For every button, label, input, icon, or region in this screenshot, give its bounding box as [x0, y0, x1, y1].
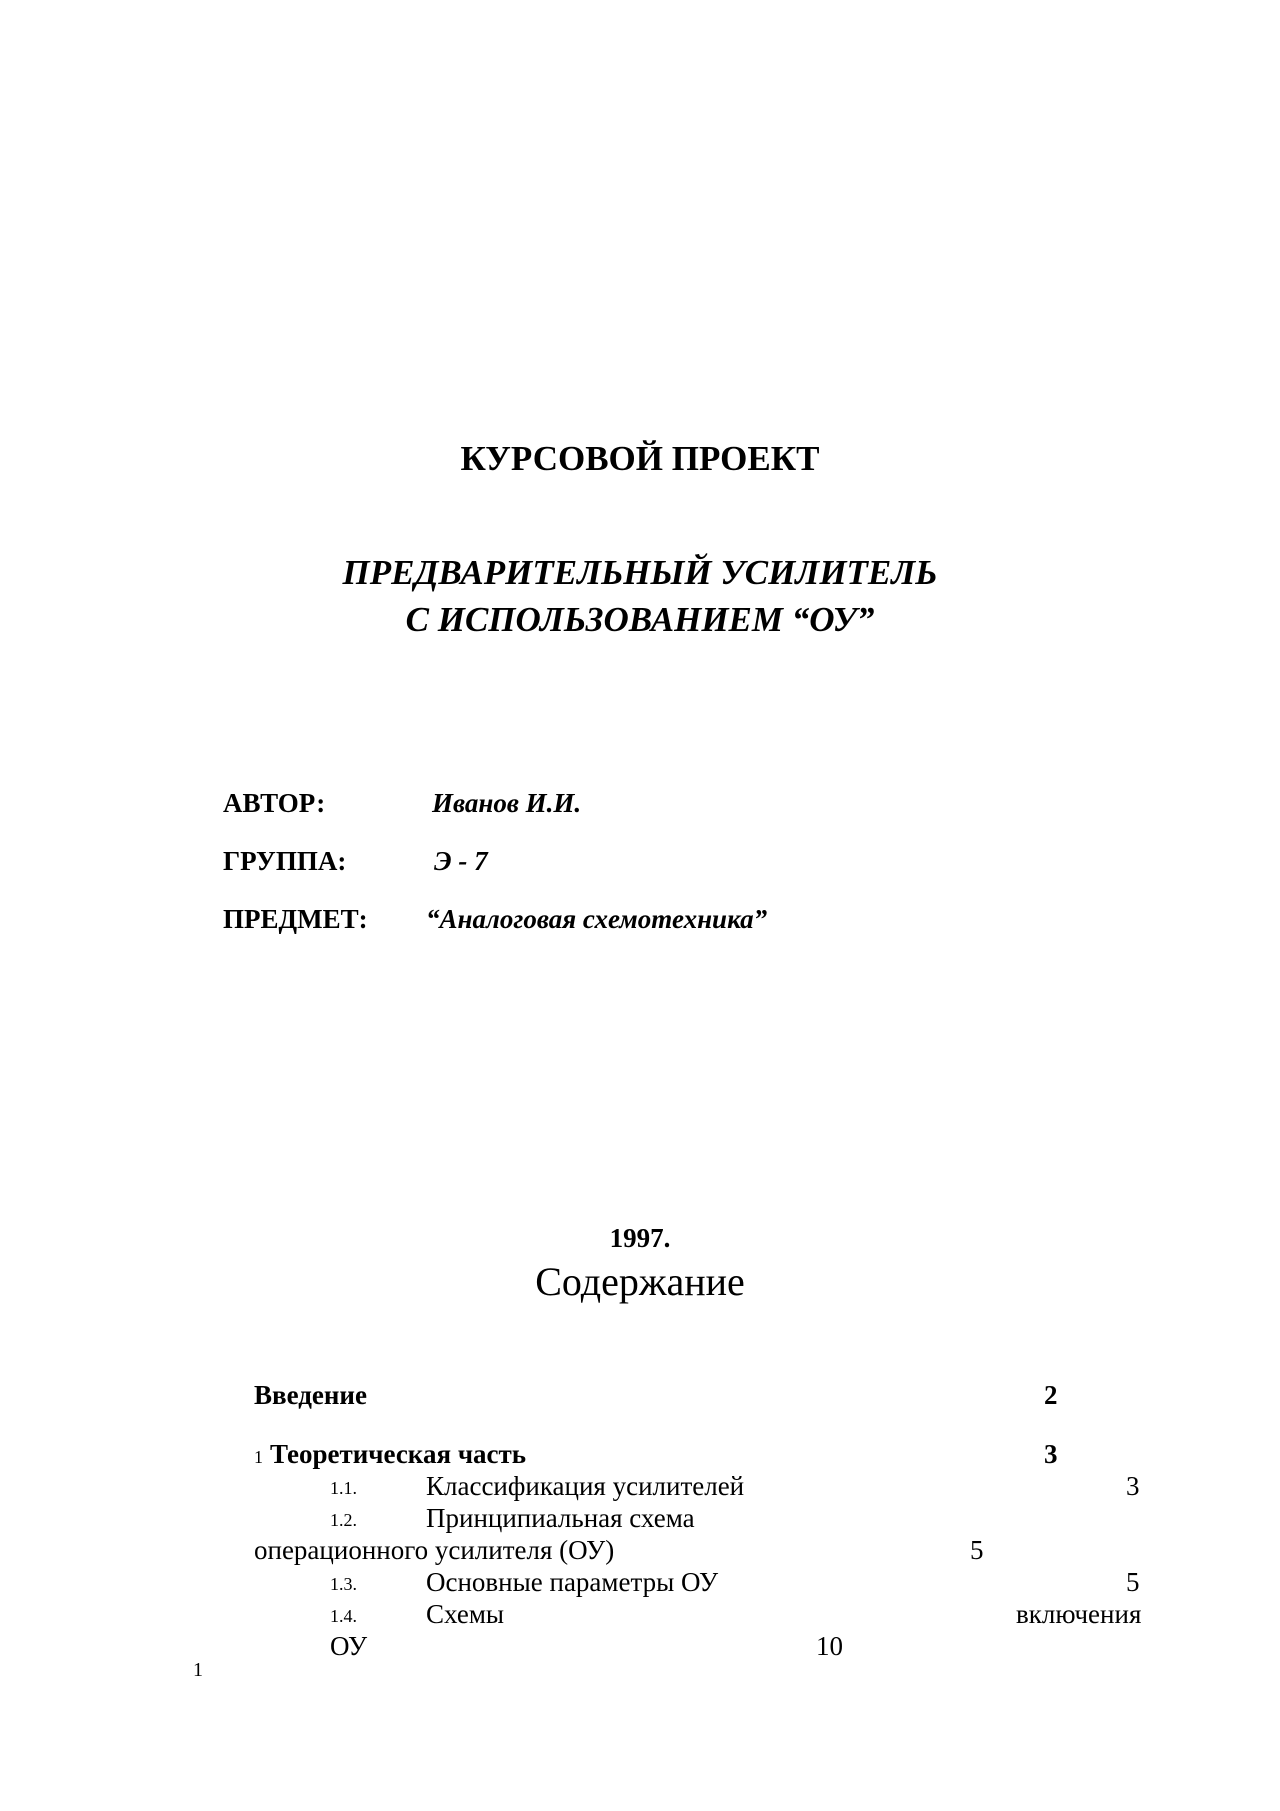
toc-item-page: 10 — [816, 1631, 843, 1661]
toc-item-page: 5 — [1126, 1567, 1140, 1597]
toc-intro-page: 2 — [1044, 1380, 1058, 1410]
toc-item-label-continued: ОУ — [330, 1631, 368, 1661]
subject-label: ПРЕДМЕТ: — [223, 904, 368, 934]
toc-item-page: 5 — [970, 1535, 984, 1565]
toc-section1-number: 1 — [254, 1447, 263, 1467]
page-number: 1 — [193, 1659, 203, 1681]
toc-item-label-right: включения — [1016, 1599, 1142, 1629]
group-value: Э - 7 — [434, 846, 488, 876]
toc-intro-label: Введение — [254, 1380, 367, 1410]
toc-item-label: Основные параметры ОУ — [426, 1567, 719, 1597]
project-subtitle-line-2: С ИСПОЛЬЗОВАНИЕМ “ОУ” — [405, 600, 875, 639]
author-value: Иванов И.И. — [432, 788, 582, 818]
toc-heading: Содержание — [535, 1259, 745, 1304]
toc-item-page: 3 — [1126, 1471, 1140, 1501]
toc-section1-label: Теоретическая часть — [270, 1439, 527, 1469]
toc-item-label: Схемы — [426, 1599, 505, 1629]
toc-item-number: 1.4. — [330, 1606, 357, 1626]
toc-item-number: 1.1. — [330, 1478, 357, 1498]
toc-item-label: Классификация усилителей — [426, 1471, 745, 1501]
toc-item-label-continued: операционного усилителя (ОУ) — [254, 1535, 615, 1565]
year: 1997. — [609, 1223, 671, 1253]
toc-item-number: 1.2. — [330, 1510, 357, 1530]
toc-section1-page: 3 — [1044, 1439, 1058, 1469]
toc-item-label: Принципиальная схема — [426, 1503, 695, 1533]
toc-item-number: 1.3. — [330, 1574, 357, 1594]
page-title: КУРСОВОЙ ПРОЕКТ — [460, 439, 820, 478]
author-label: АВТОР: — [223, 788, 326, 818]
project-subtitle-line-1: ПРЕДВАРИТЕЛЬНЫЙ УСИЛИТЕЛЬ — [342, 553, 938, 592]
subject-value: “Аналоговая схемотехника” — [426, 904, 768, 934]
group-label: ГРУППА: — [223, 846, 347, 876]
